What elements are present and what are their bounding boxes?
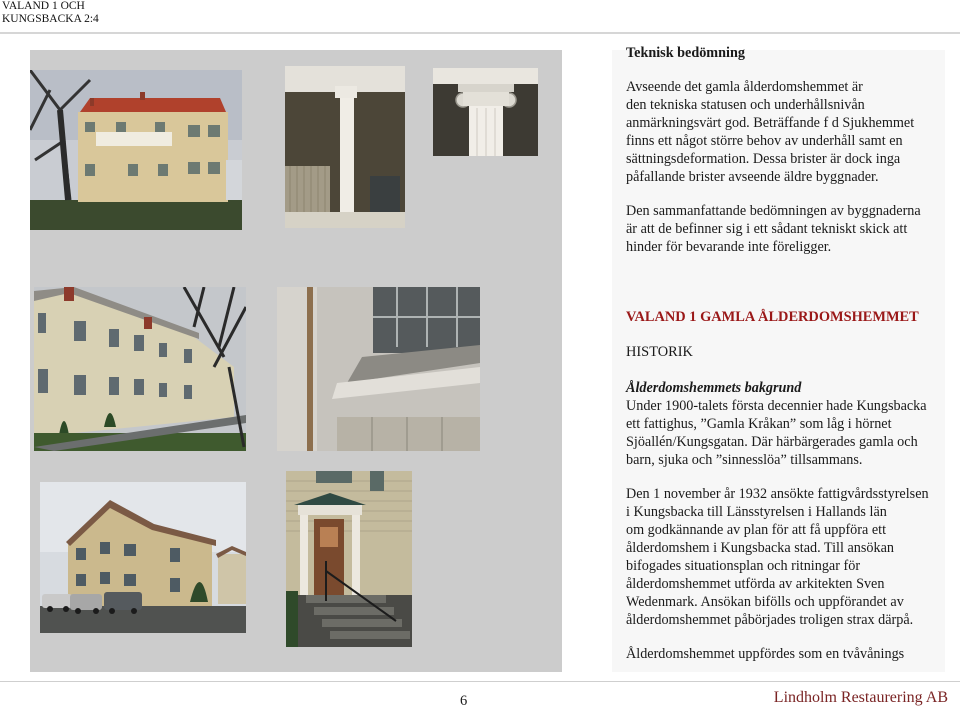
para1-line: anmärkningsvärt god. Beträffande f d Sjukhemmet <box>626 115 915 131</box>
paragraph-3 <box>626 379 951 469</box>
para2-line: Den sammanfattande bedömningen av byggnaderna <box>626 203 921 219</box>
photo-ionic-capital <box>433 68 538 156</box>
para4-line: ålderdomshemmet påbörjades troligen strax därpå. <box>626 612 914 628</box>
para4-line: bifogades situationsplan och ritningar för <box>626 558 861 574</box>
paragraph-2 <box>626 202 951 256</box>
photo-porch-columns <box>285 66 405 228</box>
para3-line: ett fattighus, ”Gamla Kråkan” som låg i hörnet <box>626 416 892 432</box>
top-divider <box>0 32 960 34</box>
para1-line: den tekniska statusen och underhållsnivån <box>626 97 865 113</box>
para1-line: finns ett något större behov av underhåll samt en <box>626 133 903 149</box>
photo-long-building <box>34 287 246 451</box>
para1-line: Avseende det gamla ålderdomshemmet är <box>626 79 863 95</box>
para2-line: hinder för bevarande inte föreligger. <box>626 239 832 255</box>
para4-line: ålderdomshem i Kungsbacka stad. Till ansökan <box>626 540 894 556</box>
para3-line: Sjöallén/Kungsgatan. Där härbärgerades gamla och <box>626 434 918 450</box>
header-line-2: KUNGSBACKA 2:4 <box>2 13 99 25</box>
paragraph-1 <box>626 78 951 186</box>
page-number: 6 <box>460 693 468 709</box>
para3-line: barn, sjuka och ”sinnesslöa” tillsammans. <box>626 452 863 468</box>
para5-line: Ålderdomshemmet uppfördes som en tvåvånings <box>626 646 905 662</box>
header-line-1: VALAND 1 OCH <box>2 0 85 12</box>
para2-line: är att de befinner sig i ett sådant tekniskt skick att <box>626 221 908 237</box>
para4-line: Den 1 november år 1932 ansökte fattigvårdsstyrelsen <box>626 486 929 502</box>
para4-line: om godkännande av plan för att få uppföra ett <box>626 522 887 538</box>
paragraph-5 <box>626 645 951 663</box>
company-name: Lindholm Restaurering AB <box>773 689 948 706</box>
subsection-heading: Ålderdomshemmets bakgrund <box>626 380 802 396</box>
para4-line: Wedenmark. Ansökan bifölls och uppförandet av <box>626 594 904 610</box>
bottom-divider <box>0 681 960 682</box>
paragraph-4 <box>626 485 951 629</box>
photo-window-detail <box>277 287 480 451</box>
para1-line: sättningsdeformation. Dessa brister är dock inga <box>626 151 901 167</box>
para1-line: påfallande brister avseende äldre byggnader. <box>626 169 879 185</box>
photo-entrance-door <box>286 471 412 647</box>
para4-line: i Kungsbacka till Länsstyrelsen i Hallands län <box>626 504 887 520</box>
para3-line: Under 1900-talets första decennier hade Kungsbacka <box>626 398 927 414</box>
photo-building-corner <box>40 482 246 633</box>
section-heading-teknisk: Teknisk bedömning <box>626 45 745 61</box>
para4-line: ålderdomshemmet utförda av arkitekten Sven <box>626 576 885 592</box>
document-header <box>2 0 99 26</box>
text-column <box>626 44 951 663</box>
section-title-valand: VALAND 1 GAMLA ÅLDERDOMSHEMMET <box>626 309 919 325</box>
photo-yellow-house <box>30 70 242 230</box>
section-subtitle-historik: HISTORIK <box>626 344 693 360</box>
